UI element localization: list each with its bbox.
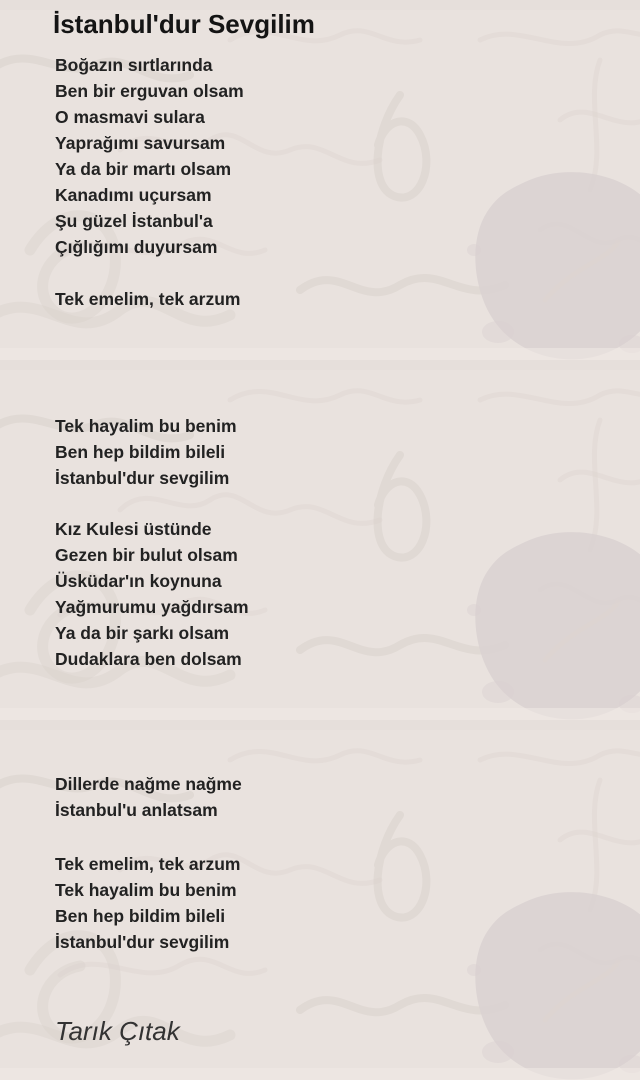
poem-line: Ya da bir martı olsam [55, 159, 232, 179]
poem-line: Dillerde nağme nağme [55, 774, 242, 794]
poem-line: Gezen bir bulut olsam [55, 545, 238, 565]
poem-line: İstanbul'u anlatsam [55, 800, 218, 820]
poem-line: Kız Kulesi üstünde [55, 519, 212, 539]
poem-line: Çığlığımı duyursam [55, 237, 218, 257]
poem-title: İstanbul'dur Sevgilim [53, 9, 315, 39]
poem-line: Üsküdar'ın koynuna [55, 571, 222, 591]
poem-line: Ben hep bildim bileli [55, 442, 226, 462]
poem-line: Tek emelim, tek arzum [55, 854, 241, 874]
poem-line: Ya da bir şarkı olsam [55, 623, 230, 643]
stanza-4 [55, 516, 249, 672]
stanza-6 [55, 851, 240, 955]
poem-line: İstanbul'dur sevgilim [55, 932, 230, 952]
poem-line: Ben bir erguvan olsam [55, 81, 244, 101]
poem-line: Ben hep bildim bileli [55, 906, 226, 926]
poem-line: Tek hayalim bu benim [55, 416, 237, 436]
stanza-3 [55, 413, 237, 491]
poem-line: Yağmurumu yağdırsam [55, 597, 249, 617]
poem-line: O masmavi sulara [55, 107, 205, 127]
stanza-2 [55, 286, 240, 312]
poem-line: Tek emelim, tek arzum [55, 289, 241, 309]
stanza-1 [55, 52, 244, 260]
author-name: Tarık Çıtak [55, 1016, 180, 1046]
poem-line: Tek hayalim bu benim [55, 880, 237, 900]
poem-line: Dudaklara ben dolsam [55, 649, 242, 669]
poem-line: Kanadımı uçursam [55, 185, 212, 205]
poem-line: Yaprağımı savursam [55, 133, 226, 153]
poem-line: İstanbul'dur sevgilim [55, 468, 230, 488]
poem-line: Şu güzel İstanbul'a [55, 211, 213, 231]
stanza-5 [55, 771, 242, 823]
poem-line: Boğazın sırtlarında [55, 55, 213, 75]
